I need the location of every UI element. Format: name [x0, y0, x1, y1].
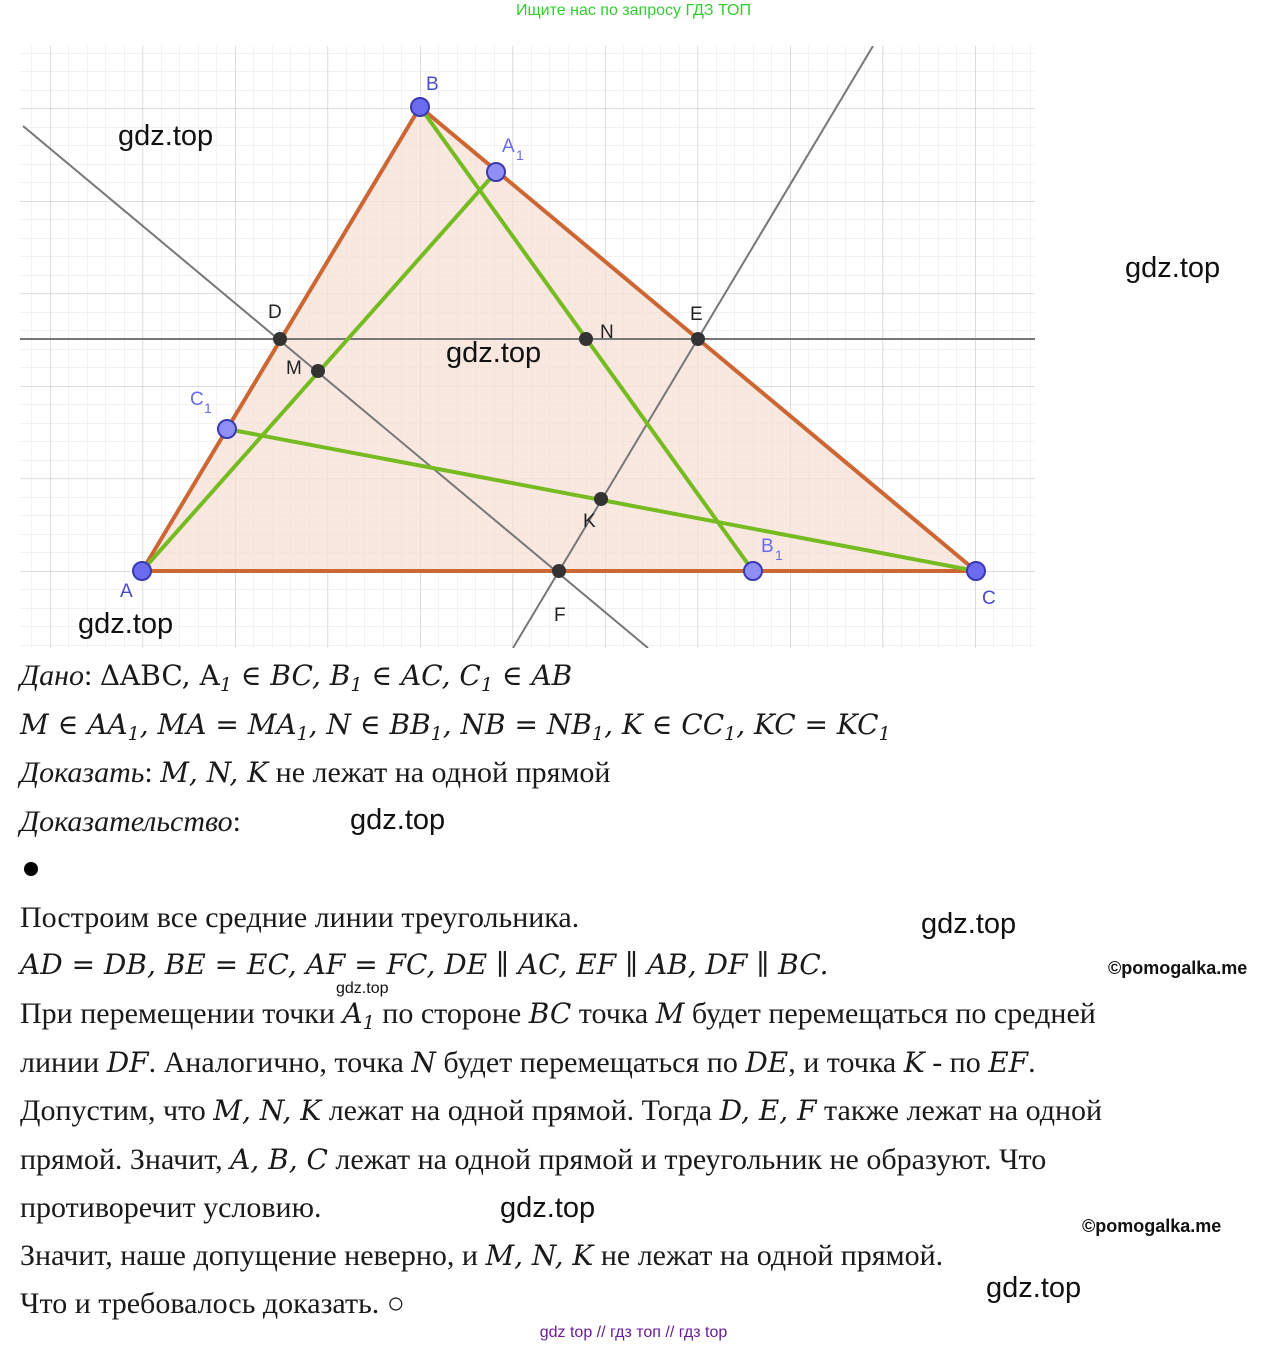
proof-math: A — [342, 997, 363, 1030]
given-line: Дано: ΔABC, $A_1$ ∈ BC, $B_1$ ∈ AC, $C_1$ ∈ AB — [20, 659, 573, 696]
proof-text: , и точка — [788, 1046, 904, 1079]
label-n: N — [600, 322, 614, 343]
label-c: C — [982, 588, 996, 609]
point-c1 — [218, 420, 236, 438]
point-n — [579, 332, 593, 346]
point-d — [273, 332, 287, 346]
cond-math: M ∈ AA — [20, 708, 128, 741]
point-m — [311, 364, 325, 378]
bullet-icon — [24, 862, 38, 876]
proof-text: - по — [924, 1046, 989, 1079]
subscript: 1 — [219, 674, 232, 696]
watermark: gdz.top — [118, 120, 214, 152]
watermark: gdz.top — [500, 1192, 596, 1224]
proof-line-8 — [20, 1236, 943, 1276]
subscript: 1 — [350, 674, 363, 696]
watermark: gdz.top — [921, 908, 1017, 940]
proof-text: противоречит условию. — [20, 1191, 322, 1224]
watermark: gdz.top — [78, 608, 174, 640]
proof-text: . — [1028, 1046, 1036, 1079]
proof-text: линии — [20, 1046, 107, 1079]
watermark: gdz.top — [1125, 252, 1221, 284]
proof-math: DF — [106, 1046, 149, 1079]
subscript: 1 — [430, 723, 443, 745]
subscript: 1 — [591, 723, 605, 745]
label-e: E — [690, 304, 703, 325]
proof-text: не лежат на одной прямой. — [593, 1239, 944, 1272]
proof-math: M, N, K — [213, 1094, 322, 1127]
prove-line: Доказать: M, N, K не лежат на одной прямой — [20, 756, 611, 789]
proof-line-6 — [20, 1140, 1046, 1180]
proof-text: Построим все средние линии треугольника. — [20, 901, 580, 934]
proof-math: DE — [745, 1046, 789, 1079]
proof-text: точка — [571, 997, 656, 1030]
label-a1-sub: 1 — [516, 147, 524, 163]
prove-math: M, N, K — [160, 756, 269, 789]
subscript: 1 — [480, 674, 493, 696]
cond-math: , N ∈ BB — [308, 708, 431, 741]
footer-links — [0, 1324, 1267, 1342]
label-a: A — [120, 581, 133, 602]
label-c1: C — [190, 389, 204, 410]
copyright: ©pomogalka.me — [1082, 1216, 1222, 1236]
given-label: Дано — [20, 659, 84, 692]
given-math: ∈ AC, C — [362, 659, 481, 692]
conditions-line — [20, 705, 891, 754]
proof-line-2 — [20, 945, 829, 985]
proof-line-7 — [20, 1188, 322, 1228]
proof-math: EF — [988, 1046, 1029, 1079]
footer-link[interactable]: гдз top — [678, 1324, 728, 1341]
label-m: M — [286, 358, 302, 379]
proof-math: M — [655, 997, 685, 1030]
proof-text: Значит, наше допущение неверно, и — [20, 1239, 486, 1272]
given-math: ΔABC, A — [99, 659, 220, 692]
proof-text: будет перемещаться по средней — [684, 997, 1096, 1030]
proof-label: Доказательство — [20, 805, 233, 838]
proof-text: будет перемещаться по — [435, 1046, 746, 1079]
footer-link[interactable]: гдз топ — [610, 1324, 661, 1341]
proof-math: A, B, C — [230, 1143, 328, 1176]
cond-math: , MA = MA — [139, 708, 297, 741]
prove-text: не лежат на одной прямой — [268, 756, 611, 789]
watermark: gdz.top — [986, 1272, 1082, 1304]
label-a1: A — [502, 136, 515, 157]
subscript: 1 — [878, 723, 891, 745]
proof-math: AD = DB, BE = EC, AF = FC, DE ∥ AC, EF ∥ AB, DF ∥ BC. — [20, 948, 829, 981]
cond-math: , NB = NB — [442, 708, 592, 741]
label-b1: B — [761, 536, 774, 557]
given-math: ∈ AB — [492, 659, 573, 692]
footer-link[interactable]: gdz top — [539, 1324, 593, 1341]
copyright: ©pomogalka.me — [1108, 958, 1248, 978]
proof-math: BC — [528, 997, 572, 1030]
point-e — [691, 332, 705, 346]
given-math: ∈ BC, B — [231, 659, 351, 692]
proof-line-1 — [20, 898, 579, 938]
top-banner: Ищите нас по запросу ГДЗ ТОП — [516, 2, 751, 19]
point-f — [552, 564, 566, 578]
point-a1 — [487, 163, 505, 181]
footer-separator: // — [596, 1324, 606, 1341]
proof-math: M, N, K — [485, 1239, 594, 1272]
subscript: 1 — [362, 1012, 375, 1034]
watermark: gdz.top — [350, 804, 446, 836]
label-d: D — [268, 302, 282, 323]
proof-line-9 — [20, 1284, 405, 1324]
proof-text: Что и требовалось доказать. ○ — [20, 1287, 405, 1320]
proof-text: Допустим, что — [20, 1094, 214, 1127]
proof-line-4 — [20, 1043, 1036, 1083]
subscript: 1 — [296, 723, 309, 745]
watermark: gdz.top — [446, 337, 542, 369]
proof-text: также лежат на одной — [816, 1094, 1103, 1127]
proof-text: прямой. Значит, — [20, 1143, 231, 1176]
proof-text: лежат на одной прямой и треугольник не образуют. Что — [327, 1143, 1047, 1176]
label-f: F — [554, 605, 566, 626]
cond-math: , KC = KC — [736, 708, 879, 741]
footer-separator: // — [665, 1324, 675, 1341]
point-b — [411, 98, 429, 116]
proof-math: K — [903, 1046, 925, 1079]
subscript: 1 — [127, 723, 140, 745]
point-c — [967, 562, 985, 580]
proof-text: по стороне — [374, 997, 529, 1030]
watermark: gdz.top — [336, 980, 389, 997]
proof-text: лежат на одной прямой. Тогда — [321, 1094, 720, 1127]
prove-label: Доказать — [20, 756, 145, 789]
point-k — [594, 492, 608, 506]
proof-math: D, E, F — [719, 1094, 817, 1127]
proof-heading: Доказательство: — [20, 805, 241, 838]
point-a — [133, 562, 151, 580]
proof-text: . Аналогично, точка — [148, 1046, 412, 1079]
proof-line-3 — [20, 994, 1096, 1043]
subscript: 1 — [724, 723, 737, 745]
cond-math: , K ∈ CC — [604, 708, 725, 741]
label-k: K — [583, 511, 596, 532]
point-b1 — [744, 562, 762, 580]
proof-line-5 — [20, 1091, 1102, 1131]
proof-text: При перемещении точки — [20, 997, 343, 1030]
label-b1-sub: 1 — [775, 547, 783, 563]
label-b: B — [426, 74, 439, 95]
proof-math: N — [411, 1046, 436, 1079]
label-c1-sub: 1 — [204, 400, 212, 416]
